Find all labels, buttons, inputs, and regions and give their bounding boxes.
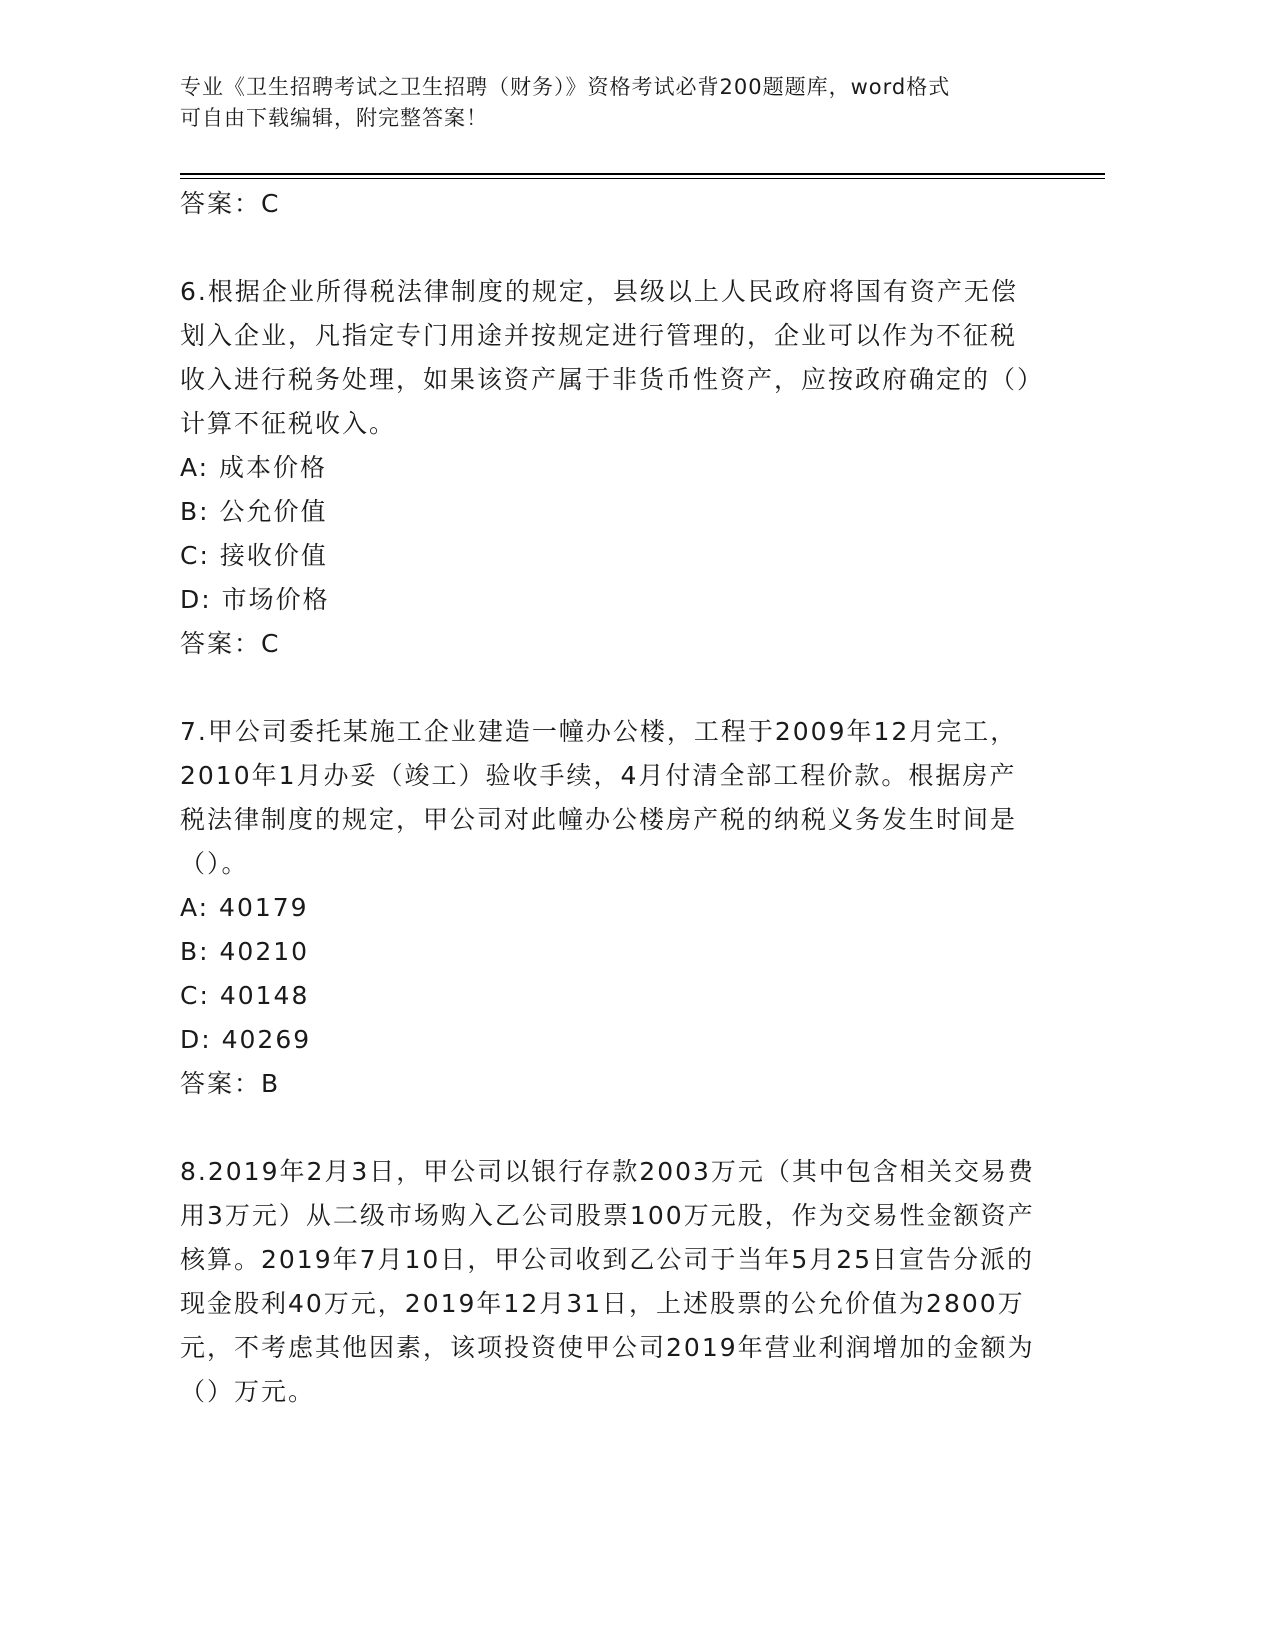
header-divider-thin — [180, 178, 1105, 179]
option-b: B: 公允价值 — [180, 497, 328, 526]
option-d: D: 市场价格 — [180, 585, 330, 614]
header-line-2: 可自由下载编辑，附完整答案！ — [180, 106, 488, 130]
answer: 答案：B — [180, 1069, 281, 1098]
question-7 — [180, 710, 1040, 1106]
option-d: D: 40269 — [180, 1025, 312, 1054]
option-c: C: 40148 — [180, 981, 310, 1010]
document-header — [180, 72, 1060, 134]
question-text: 6.根据企业所得税法律制度的规定，县级以上人民政府将国有资产无偿划入企业，凡指定专门用途并按规定进行管理的，企业可以作为不征税收入进行税务处理，如果该资产属于非货币性资产，应按政府确定的（）计算不征税收入。 — [180, 277, 1032, 438]
option-a: A: 成本价格 — [180, 453, 328, 482]
answer: 答案：C — [180, 629, 281, 658]
question-6 — [180, 270, 1040, 666]
option-b: B: 40210 — [180, 937, 310, 966]
question-text: 7.甲公司委托某施工企业建造一幢办公楼，工程于2009年12月完工，2010年1月办妥（竣工）验收手续，4月付清全部工程价款。根据房产税法律制度的规定，甲公司对此幢办公楼房产税的纳税义务发生时间是（）。 — [180, 717, 1018, 878]
option-a: A: 40179 — [180, 893, 309, 922]
previous-answer: 答案：C — [180, 189, 281, 218]
header-divider-thick — [180, 173, 1105, 175]
question-text: 8.2019年2月3日，甲公司以银行存款2003万元（其中包含相关交易费用3万元）从二级市场购入乙公司股票100万元股，作为交易性金额资产核算。2019年7月10日，甲公司收到乙公司于当年5月25日宣告分派的现金股利40万元，2019年12月31日，上述股票的公允价值为2800万元，不考虑其他因素，该项投资使甲公司2019年营业利润增加的金额为（）万元。 — [180, 1157, 1035, 1406]
document-body — [180, 182, 1040, 1414]
question-8 — [180, 1150, 1040, 1414]
header-line-1: 专业《卫生招聘考试之卫生招聘（财务）》资格考试必背200题题库，word格式 — [180, 75, 951, 99]
option-c: C: 接收价值 — [180, 541, 328, 570]
